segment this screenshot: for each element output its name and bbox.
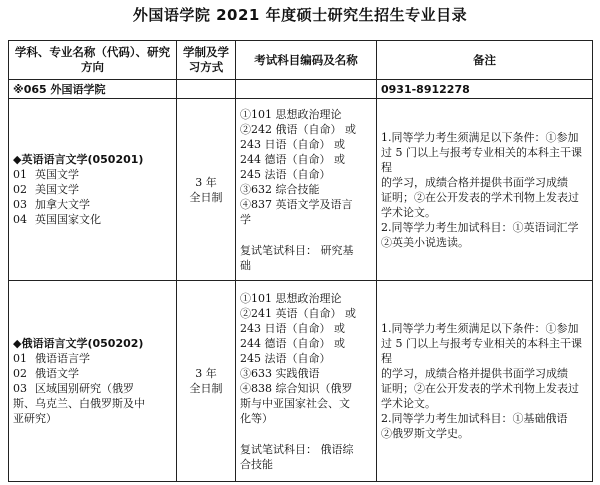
note-line: ②俄罗斯文学史。 bbox=[381, 427, 469, 440]
table-header-row bbox=[9, 41, 593, 80]
table-row bbox=[9, 281, 593, 482]
school-row bbox=[9, 80, 593, 99]
note-line: 过 5 门以上与报考专业相关的本科主干课程 bbox=[381, 337, 582, 365]
study-mode-cell bbox=[177, 281, 236, 482]
direction-item: 04 英国国家文化 bbox=[13, 213, 101, 226]
header-notes: 备注 bbox=[377, 41, 593, 80]
note-line: 学术论文。 bbox=[381, 205, 436, 219]
note-line: ②英美小说选读。 bbox=[381, 235, 469, 249]
note-line: 1.同等学力考生须满足以下条件：①参加 bbox=[381, 322, 579, 335]
exam-subject: ④838 综合知识（俄罗 bbox=[240, 381, 353, 395]
school-phone: 0931-8912278 bbox=[377, 80, 593, 99]
header-subject: 学科、专业名称（代码）、研究方向 bbox=[9, 41, 177, 80]
exam-subject: ③632 综合技能 bbox=[240, 182, 320, 196]
direction-item: 01 英国文学 bbox=[13, 168, 79, 181]
exam-subject: 斯与中亚国家社会、文 bbox=[240, 396, 350, 410]
exam-subject: 243 日语（自命） 或 bbox=[240, 321, 345, 335]
retest-subject: 复试笔试科目： 研究基 础 bbox=[240, 243, 354, 272]
exam-subject: ④837 英语文学及语言 bbox=[240, 197, 353, 211]
note-line: 过 5 门以上与报考专业相关的本科主干课程 bbox=[381, 145, 582, 174]
exam-subject: ①101 思想政治理论 bbox=[240, 107, 342, 121]
header-exam: 考试科目编码及名称 bbox=[236, 41, 377, 80]
retest-subject: 复试笔试科目： 俄语综 合技能 bbox=[240, 442, 354, 471]
exam-cell bbox=[236, 99, 377, 281]
exam-subject: ②242 俄语（自命） 或 bbox=[240, 122, 356, 136]
note-line: 1.同等学力考生须满足以下条件：①参加 bbox=[381, 130, 579, 144]
study-mode-cell bbox=[177, 99, 236, 281]
school-empty-cell bbox=[236, 80, 377, 99]
note-line: 证明；②在公开发表的学术刊物上发表过 bbox=[381, 190, 579, 204]
exam-subject: 245 法语（自命） bbox=[240, 167, 331, 181]
header-mode: 学制及学习方式 bbox=[177, 41, 236, 80]
exam-subject: 244 德语（自命） 或 bbox=[240, 152, 345, 166]
direction-item: 02 美国文学 bbox=[13, 183, 79, 196]
program-catalog-table bbox=[8, 40, 593, 482]
table-row bbox=[9, 99, 593, 281]
exam-subject: ③633 实践俄语 bbox=[240, 366, 320, 380]
exam-subject: ①101 思想政治理论 bbox=[240, 291, 342, 305]
subject-cell bbox=[9, 281, 177, 482]
study-years: 3 年 bbox=[195, 175, 217, 189]
direction-item: 03 加拿大文学 bbox=[13, 198, 90, 211]
school-name: ※065 外国语学院 bbox=[9, 80, 177, 99]
exam-cell bbox=[236, 281, 377, 482]
notes-cell bbox=[377, 99, 593, 281]
subject-cell bbox=[9, 99, 177, 281]
note-line: 的学习，成绩合格并提供书面学习成绩 bbox=[381, 175, 568, 189]
note-line: 2.同等学力考生加试科目：①英语词汇学 bbox=[381, 220, 579, 234]
study-years: 3 年 bbox=[195, 367, 217, 380]
exam-subject: ②241 英语（自命） 或 bbox=[240, 306, 356, 320]
direction-item: 03 区域国别研究（俄罗 bbox=[13, 382, 134, 395]
direction-item-continued: 亚研究） bbox=[13, 412, 57, 425]
direction-item-continued: 斯、乌克兰、白俄罗斯及中 bbox=[13, 397, 145, 410]
school-empty-cell bbox=[177, 80, 236, 99]
study-mode: 全日制 bbox=[189, 190, 223, 204]
exam-subject: 244 德语（自命） 或 bbox=[240, 336, 345, 350]
direction-item: 01 俄语语言学 bbox=[13, 352, 90, 365]
major-name: ◆俄语语言文学(050202) bbox=[13, 337, 144, 350]
exam-subject: 学 bbox=[240, 212, 251, 226]
note-line: 证明；②在公开发表的学术刊物上发表过 bbox=[381, 382, 579, 395]
direction-item: 02 俄语文学 bbox=[13, 367, 79, 380]
note-line: 的学习，成绩合格并提供书面学习成绩 bbox=[381, 367, 568, 380]
exam-subject: 243 日语（自命） 或 bbox=[240, 137, 345, 151]
page-title: 外国语学院 2021 年度硕士研究生招生专业目录 bbox=[132, 6, 468, 24]
exam-subject: 245 法语（自命） bbox=[240, 351, 331, 365]
notes-cell bbox=[377, 281, 593, 482]
study-mode: 全日制 bbox=[189, 382, 223, 395]
major-name: ◆英语语言文学(050201) bbox=[13, 153, 144, 166]
note-line: 学术论文。 bbox=[381, 397, 436, 410]
note-line: 2.同等学力考生加试科目：①基础俄语 bbox=[381, 412, 568, 425]
exam-subject: 化等） bbox=[240, 411, 273, 425]
